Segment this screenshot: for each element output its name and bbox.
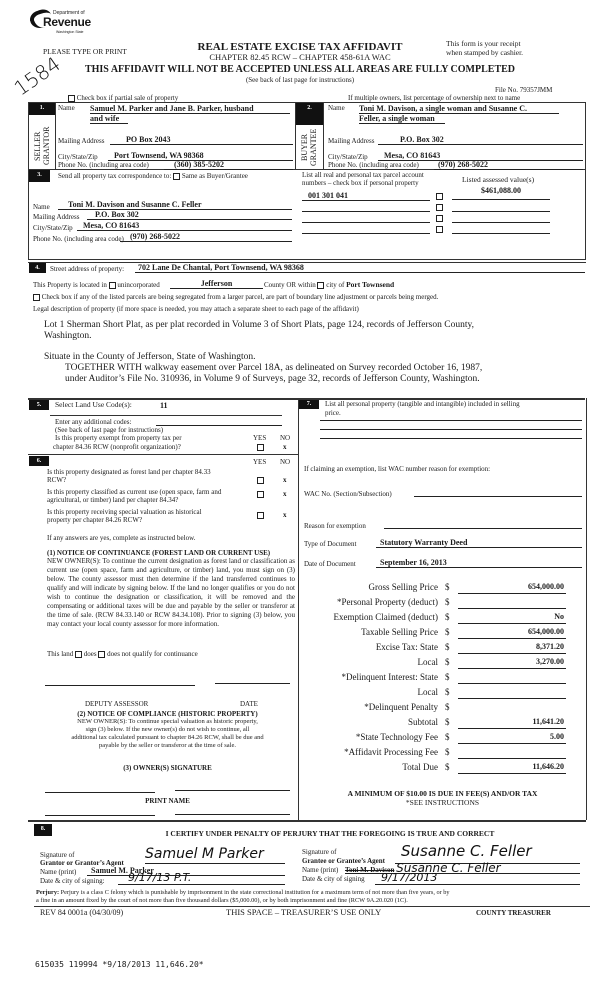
reason-label: Reason for exemption [304,522,366,530]
parcel-account-field[interactable] [302,202,430,212]
amount-label: Total Due [402,762,438,772]
corr-mailing-field[interactable]: P.O. Box 302 [87,210,292,220]
city-checkbox[interactable] [317,282,324,289]
personal-property-checkbox[interactable] [436,215,443,222]
currency-symbol: $ [445,627,450,637]
parcel-row [302,224,582,235]
amount-row [300,687,590,700]
does-label: does [83,650,97,658]
amount-row [300,762,590,775]
currency-symbol: $ [445,657,450,667]
grantee-date-field[interactable]: 9/17/2013 [375,872,580,885]
amount-label: Taxable Selling Price [361,627,438,637]
excise-tax-state-field[interactable]: 8,371.20 [458,642,566,654]
correspondence-label: Send all property tax correspondence to: [58,172,172,180]
city-row [264,281,394,290]
forest-yes-checkbox[interactable] [257,477,264,484]
amount-row [300,627,590,640]
cashier-stamp: 615035 119994 *9/18/2013 11,646.20* [35,960,204,969]
legal-line: Washington. [44,331,92,341]
affidavit-processing-fee-field[interactable] [458,747,566,759]
city-of-label: city of [326,281,345,289]
located-label: This Property is located in [33,281,107,289]
parcel-list [302,186,582,235]
currency-symbol: $ [445,747,450,757]
multiple-owners-note: If multiple owners, list percentage of ownership next to name [348,94,521,102]
state-technology-fee-field[interactable]: 5.00 [458,732,566,744]
grantee-signature[interactable]: Susanne C. Feller [395,843,580,864]
corr-city-field[interactable]: Mesa, CO 81643 [77,221,292,231]
currency-symbol: $ [445,732,450,742]
currency-symbol: $ [445,717,450,727]
section-7-number: 7. [299,400,319,409]
if-yes-note: If any answers are yes, complete as instructed below. [47,534,196,542]
amount-row [300,747,590,760]
grantee-date-label: Date & city of signing [302,875,365,883]
historic-yes-checkbox[interactable] [257,512,264,519]
doc-date-label: Date of Document [304,560,356,568]
parcel-account-field[interactable] [302,213,430,223]
form-warning: THIS AFFIDAVIT WILL NOT BE ACCEPTED UNLESS ALL AREAS ARE FULLY COMPLETED [84,64,516,75]
historic-question [47,508,252,524]
perjury-note [36,889,591,905]
question-line: property per chapter 84.26 RCW? [47,516,143,525]
land-use-code-field[interactable]: 11 [160,401,168,410]
amount-label: *State Technology Fee [355,732,438,742]
doc-date-field[interactable]: September 16, 2013 [376,558,582,568]
historic-no-mark[interactable]: x [283,511,287,519]
notice-compliance-title: (2) NOTICE OF COMPLIANCE (HISTORIC PROPERTY) [77,710,258,718]
handwritten-number: 1584 [9,51,65,101]
amount-label: Local [417,657,438,667]
amount-row [300,582,590,595]
reason-field[interactable] [384,521,582,529]
form-revision: REV 84 0001a (04/30/09) [40,908,124,917]
currency-symbol: $ [445,642,450,652]
seller-name-label: Name [58,104,75,112]
does-not-qualify-checkbox[interactable] [98,651,105,658]
currency-symbol: $ [445,687,450,697]
see-back-note: (See back of last page for instructions) [55,426,164,434]
exempt-yes-checkbox[interactable] [257,444,264,451]
unincorporated-checkbox[interactable] [109,282,116,289]
amount-row [300,732,590,745]
buyer-city-label: City/State/Zip [328,153,368,161]
exempt-no-mark[interactable]: x [283,443,287,451]
section-5-number: 5. [29,400,49,410]
does-qualify-checkbox[interactable] [75,651,82,658]
amount-label: Exemption Claimed (deduct) [333,612,438,622]
currency-symbol: $ [445,672,450,682]
exempt-no-header: NO [280,434,291,442]
city-field[interactable]: Port Townsend [346,280,395,289]
delinquent-interest-local-field[interactable] [458,687,566,699]
grantor-signature[interactable]: Samuel M Parker [145,846,285,864]
parcel-row [302,202,582,213]
seller-phone-label: Phone No. (including area code) [58,161,149,169]
corr-mailing-label: Mailing Address [33,213,80,221]
minimum-due-note: A MINIMUM OF $10.00 IS DUE IN FEE(S) AND/OR TAX [347,789,538,798]
segregated-label: Check box if any of the listed parcels are being segregated from a larger parcel, are part of boundary line adjustment or parcels being merged. [41,293,439,301]
seller-phone-field[interactable]: (360) 385-5202 [164,160,293,170]
corr-phone-field[interactable]: (970) 268-5022 [120,232,292,242]
current-use-no-mark[interactable]: x [283,490,287,498]
logo-revenue-text: Revenue [43,15,91,29]
correspondence-header [58,172,248,180]
logo-department-text: Department of [53,10,85,16]
street-address-label: Street address of property: [50,265,125,273]
corr-phone-label: Phone No. (including area code) [33,235,124,243]
street-address-field[interactable]: 702 Lane De Chantal, Port Townsend, WA 98368 [135,263,585,273]
amount-label: Local [417,687,438,697]
seller-city-label: City/State/Zip [58,153,98,161]
dor-logo [28,8,98,38]
personal-property-checkbox[interactable] [436,204,443,211]
seller-name-line2[interactable]: and wife [90,114,128,124]
file-number: File No. 79357JMM [495,86,553,94]
section-6-number: 6. [29,456,49,466]
wac-label: WAC No. (Section/Subsection) [304,490,392,498]
seller-side-label: SELLER GRANTOR [33,126,51,166]
question-line: Is this property designated as forest land per chapter 84.33 [47,468,211,476]
qualify-prefix: This land [47,650,74,658]
personal-property-checkbox[interactable] [436,193,443,200]
parcels-header-1: List all real and personal tax parcel account [302,171,424,179]
personal-property-label-2: price. [325,409,341,417]
amount-row [300,597,590,610]
personal-property-label-1: List all personal property (tangible and intangible) included in selling [325,400,520,408]
exemption-claimed-field[interactable]: No [458,612,566,624]
owner-signature-label: (3) OWNER(S) SIGNATURE [123,764,212,772]
section6-no-header: NO [280,458,291,466]
amount-label: Excise Tax: State [375,642,438,652]
county-or-label: County OR within [264,281,316,289]
amount-label: *Delinquent Penalty [364,702,438,712]
does-not-label: does not qualify for continuance [107,650,198,658]
seller-city-field[interactable]: Port Townsend, WA 98368 [108,151,293,161]
assessor-date-label: DATE [240,700,258,708]
amount-row [300,672,590,685]
amount-label: *Affidavit Processing Fee [344,747,438,757]
legal-description [44,320,574,385]
currency-symbol: $ [445,702,450,712]
parcel-value-field[interactable] [452,202,550,212]
amount-label: *Personal Property (deduct) [337,597,438,607]
notice-continuance-title: (1) NOTICE OF CONTINUANCE (FOREST LAND OR CURRENT USE) [47,549,271,557]
parcel-account-field[interactable]: 001 301 041 [302,191,430,201]
receipt-note-2: when stamped by cashier. [446,48,524,57]
personal-property-deduct-field[interactable] [458,597,566,609]
doc-type-field[interactable]: Statutory Warranty Deed [376,538,582,548]
corr-city-label: City/State/Zip [33,224,73,232]
section-8-number: 8. [34,824,52,836]
legal-line: Situate in the County of Jefferson, State of Washington. [44,352,256,362]
taxable-selling-price-field[interactable]: 654,000.00 [458,627,566,639]
form-chapter: CHAPTER 82.45 RCW – CHAPTER 458-61A WAC [209,52,391,62]
exempt-question-2: chapter 84.36 RCW (nonprofit organization)? [53,443,181,451]
unincorporated-label: unincorporated [117,281,160,289]
notice-line: sign (3) below. If the new owner(s) do not wish to continue, all [85,726,250,733]
legal-line: TOGETHER WITH walkway easement over Parcel 18A, as delineated on Survey recorded October 16, 1987, [65,363,483,373]
seller-mailing-label: Mailing Address [58,137,105,145]
grantor-signature-label-2: Grantor or Grantor’s Agent [40,859,124,867]
currency-symbol: $ [445,582,450,592]
section-3-number: 3. [29,170,50,182]
delinquent-penalty-field[interactable] [458,702,566,714]
doc-type-label: Type of Document [304,540,357,548]
perjury-text-2: a fine in an amount fixed by the court of not more than five thousand dollars ($5,000.00), or by both imprisonment and fine (RCW 9A.20.020 (1C). [36,897,408,904]
print-name-line-2[interactable] [175,814,290,815]
assessed-value-header: Listed assessed value(s) [462,175,535,184]
buyer-city-field[interactable]: Mesa, CO 81643 [378,151,583,161]
exempt-yes-header: YES [253,434,267,442]
gross-selling-price-field[interactable]: 654,000.00 [458,582,566,594]
current-use-question [47,488,252,504]
form-title: REAL ESTATE EXCISE TAX AFFIDAVIT [197,41,403,53]
logo-state-text: Washington State [56,30,84,34]
county-field[interactable]: Jefferson [170,279,263,289]
parcel-row [302,186,582,202]
question-line: Is this property receiving special valuation as historical [47,508,202,516]
amount-row [300,612,590,625]
treasurer-space-label: THIS SPACE – TREASURER’S USE ONLY [226,907,382,917]
subtotal-field[interactable]: 11,641.20 [458,717,566,729]
segregated-checkbox[interactable] [33,294,40,301]
buyer-name-line1[interactable]: Toni M. Davison, a single woman and Susanne C. [359,104,559,114]
print-name-label: PRINT NAME [145,797,190,805]
parcel-row [302,213,582,224]
notice-line: payable by the seller or transferor at the time of sale. [99,742,236,749]
amount-row [300,702,590,715]
corr-name-field[interactable]: Toni M. Davison and Susanne C. Feller [58,200,292,210]
instructions-note: (See back of last page for instructions) [245,76,355,84]
see-instructions-note: *SEE INSTRUCTIONS [405,798,480,807]
notice-line: NEW OWNER(S): To continue special valuation as historic property, [77,718,258,725]
section-4-number: 4. [29,263,46,273]
buyer-side-label: BUYER GRANTEE [300,128,318,166]
amount-label: Subtotal [407,717,438,727]
additional-codes-label: Enter any additional codes: [55,418,132,426]
parcels-header-2: numbers – check box if personal property [302,179,419,187]
seller-name-line1[interactable]: Samuel M. Parker and Jane B. Parker, husband [90,104,290,114]
grantor-name-field[interactable]: Samuel M. Parker [87,866,285,876]
grantor-date-field[interactable]: 9/17/13 P.T. [118,872,285,885]
struck-name: Toni M. Davison [345,866,395,874]
receipt-note-1: This form is your receipt [446,39,521,48]
notice-compliance-text [40,718,295,750]
deputy-assessor-signature-line[interactable] [45,685,195,686]
grantor-name-label: Name (print) [40,868,77,876]
buyer-mailing-field[interactable]: P.O. Box 302 [378,135,583,145]
currency-symbol: $ [445,762,450,772]
forest-question [47,468,247,484]
currency-symbol: $ [445,612,450,622]
current-use-yes-checkbox[interactable] [257,491,264,498]
excise-tax-local-field[interactable]: 3,270.00 [458,657,566,669]
buyer-phone-field[interactable]: (970) 268-5022 [434,160,583,170]
legal-line: Lot 1 Sherman Short Plat, as per plat recorded in Volume 3 of Short Plats, page 124, records of Jefferson County, [44,320,474,330]
grantor-date-label: Date & city of signing: [40,877,105,885]
handwritten-name: Susanne C. Feller [396,861,501,875]
delinquent-interest-state-field[interactable] [458,672,566,684]
print-name-line-1[interactable] [45,815,155,816]
amount-label: Gross Selling Price [368,582,438,592]
grantor-signature-label-1: Signature of [40,851,75,859]
section-1-number: 1. [29,103,55,115]
amount-row [300,642,590,655]
question-line: Is this property classified as current use (open space, farm and [47,488,222,496]
grantee-signature-label-1: Signature of [302,848,337,856]
forest-no-mark[interactable]: x [283,476,287,484]
land-use-label: Select Land Use Code(s): [55,400,132,409]
qualify-row [47,650,198,658]
question-line: RCW? [47,476,67,485]
additional-codes-field[interactable] [156,418,282,426]
perjury-label: Perjury: [36,889,60,896]
notice-line: additional tax calculated pursuant to chapter 84.26 RCW, shall be due and [71,734,264,741]
section6-yes-header: YES [253,458,267,466]
exempt-question-1: Is this property exempt from property tax per [55,434,182,442]
legal-line: under Auditor’s File No. 310936, in Volume 9 of Surveys, page 32, records of Jefferson County, Washington. [65,374,480,384]
seller-mailing-field[interactable]: PO Box 2043 [110,135,293,145]
notice-continuance-text: NEW OWNER(S): To continue the current designation as forest land or classification as current use (open space, farm and agriculture, or timber) land, you must sign on (3) below. The county assessor must then determine if the land transferred continues to qualify and will indicate by signing below. If the land no longer qualifies or you do not wish to continue the designation or classification, it will be removed and the compensating or additional taxes will be due and payable by the seller or transferor at the time of sale. (RCW 84.33.140 or RCW 84.34.108). Prior to signing (3) below, you may contact your local county assessor for more information. [47,557,295,628]
owner-signature-line-2[interactable] [175,790,290,791]
parcel-value-field[interactable] [452,224,550,234]
amount-row [300,657,590,670]
buyer-name-label: Name [328,104,345,112]
please-print: PLEASE TYPE OR PRINT [43,47,127,56]
county-treasurer-label: COUNTY TREASURER [476,909,551,917]
question-line: agricultural, or timber) land per chapter 84.34? [47,496,179,505]
same-as-buyer-checkbox[interactable] [173,173,180,180]
owner-signature-line-1[interactable] [45,792,155,793]
section-2-number: 2. [296,103,323,125]
same-as-buyer-label: Same as Buyer/Grantee [181,172,248,180]
perjury-text-1: Perjury is a class C felony which is punishable by imprisonment in the state correctional institution for a maximum term of not more than five years, or by [60,889,450,896]
grantee-signature-label-2: Grantee or Grantee’s Agent [302,857,386,865]
partial-sale-label: Check box if partial sale of property [76,94,179,102]
parcel-value-field[interactable]: $461,088.00 [452,186,550,200]
personal-property-line-3[interactable] [320,438,582,439]
parcel-account-field[interactable] [302,224,430,234]
corr-name-label: Name [33,203,50,211]
buyer-name-line2[interactable]: Feller, a single woman [359,114,445,124]
total-due-field[interactable]: 11,646.20 [458,762,566,774]
personal-property-line-1[interactable] [320,420,582,421]
amount-label: *Delinquent Interest: State [341,672,438,682]
personal-property-checkbox[interactable] [436,226,443,233]
grantee-name-label: Name (print) [302,866,339,874]
partial-sale-checkbox[interactable] [68,95,75,102]
parcel-value-field[interactable] [452,213,550,223]
exemption-label: If claiming an exemption, list WAC number reason for exemption: [304,465,491,473]
buyer-mailing-label: Mailing Address [328,137,375,145]
deputy-assessor-label: DEPUTY ASSESSOR [85,700,149,708]
segregated-row [33,293,438,301]
personal-property-line-2[interactable] [320,429,582,430]
perjury-certification: I CERTIFY UNDER PENALTY OF PERJURY THAT THE FOREGOING IS TRUE AND CORRECT [165,829,495,838]
legal-description-label: Legal description of property (if more space is needed, you may attach a separate sheet to each page of the affidavit) [33,305,359,313]
assessor-date-line[interactable] [215,683,290,684]
partial-sale-row [68,94,178,102]
currency-symbol: $ [445,597,450,607]
amount-row [300,717,590,730]
buyer-phone-label: Phone No. (including area code) [328,161,419,169]
wac-field[interactable] [414,489,582,497]
